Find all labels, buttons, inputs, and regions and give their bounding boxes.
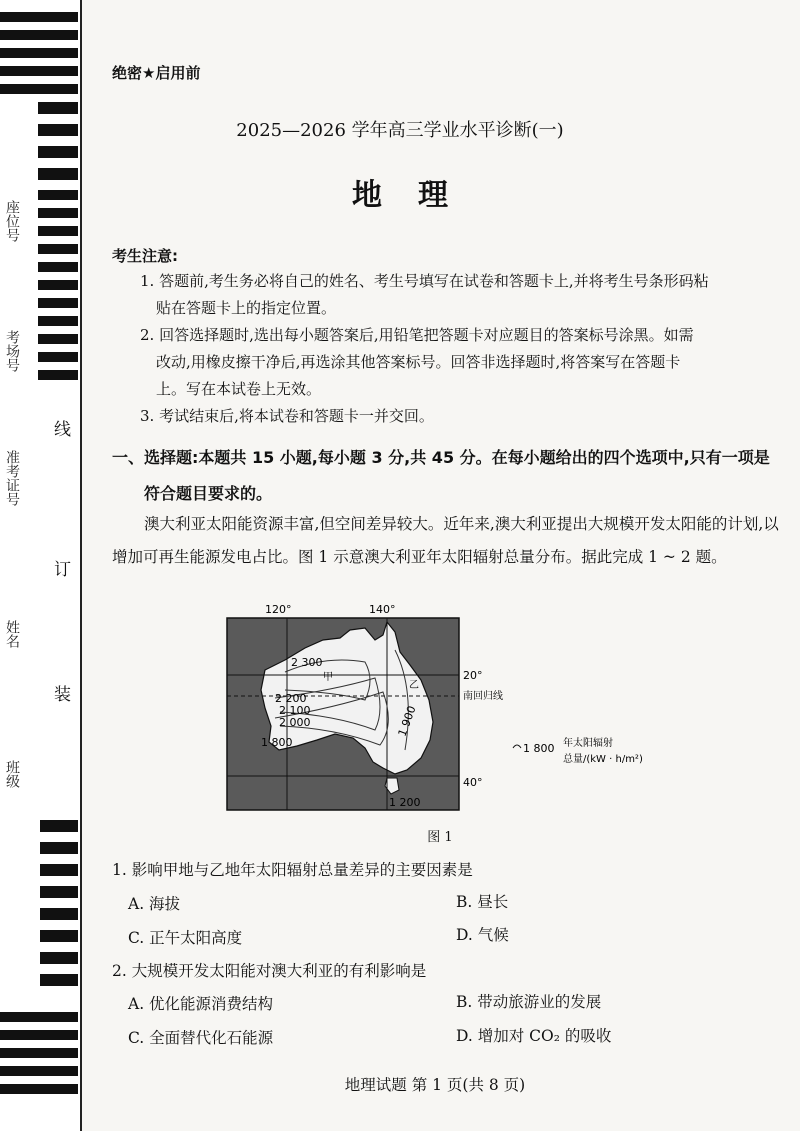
margin-stripe xyxy=(38,226,78,236)
margin-stripe xyxy=(40,864,78,876)
isoline-label: 2 100 xyxy=(279,704,311,717)
field-class: 班级 xyxy=(4,760,20,788)
notice-title: 考生注意: xyxy=(112,247,178,265)
margin-stripe xyxy=(38,262,78,272)
lon-label: 120° xyxy=(265,603,292,616)
notice-line: 贴在答题卡上的指定位置。 xyxy=(156,299,337,317)
margin-stripe xyxy=(0,30,78,40)
isoline-label: 2 200 xyxy=(275,692,307,705)
margin-stripe xyxy=(38,316,78,326)
margin-stripe xyxy=(0,84,78,94)
margin-stripe xyxy=(0,12,78,22)
figure-1-map xyxy=(225,600,665,830)
binding-mark-bind: 订 xyxy=(54,560,71,580)
notice-line: 3. 考试结束后,将本试卷和答题卡一并交回。 xyxy=(140,407,434,425)
question-1-option-a[interactable]: A. 海拔 xyxy=(128,895,181,913)
lon-label: 140° xyxy=(369,603,396,616)
notice-item xyxy=(140,322,780,403)
margin-stripe xyxy=(40,952,78,964)
exam-title: 2025—2026 学年高三学业水平诊断(一) xyxy=(236,120,564,141)
margin-stripe xyxy=(0,48,78,58)
notice-line: 2. 回答选择题时,选出每小题答案后,用铅笔把答题卡对应题目的答案标号涂黑。如需 xyxy=(140,326,694,344)
question-2-option-b[interactable]: B. 带动旅游业的发展 xyxy=(456,993,602,1011)
map-svg xyxy=(225,600,665,830)
field-seat-number: 座位号 xyxy=(4,200,20,242)
margin-stripe xyxy=(38,244,78,254)
lat-label: 40° xyxy=(463,776,483,789)
field-exam-id: 准考证号 xyxy=(4,450,20,506)
place-label-jia: 甲 xyxy=(323,672,333,683)
margin-stripe xyxy=(38,102,78,114)
question-2-option-c[interactable]: C. 全面替代化石能源 xyxy=(128,1029,274,1047)
margin-stripe xyxy=(38,334,78,344)
question-1-stem: 1. 影响甲地与乙地年太阳辐射总量差异的主要因素是 xyxy=(112,861,473,879)
section-heading-line: 符合题目要求的。 xyxy=(144,484,273,503)
notice-item xyxy=(140,268,780,322)
margin-stripe xyxy=(0,66,78,76)
margin-stripe xyxy=(40,930,78,942)
isoline-label: 1 900 xyxy=(395,704,419,739)
section-heading xyxy=(112,440,782,512)
notice-line: 上。写在本试卷上无效。 xyxy=(156,380,322,398)
isoline-label: 2 300 xyxy=(291,656,323,669)
margin-stripe xyxy=(0,1048,78,1058)
legend-text: 年太阳辐射 xyxy=(563,738,613,749)
margin-stripe xyxy=(0,1030,78,1040)
margin-stripe xyxy=(38,146,78,158)
figure-caption: 图 1 xyxy=(427,830,453,845)
material-paragraph: 澳大利亚太阳能资源丰富,但空间差异较大。近年来,澳大利亚提出大规模开发太阳能的计划,以增加可再生能源发电占比。图 1 示意澳大利亚年太阳辐射总量分布。据此完成 1 ~ 2 题。 xyxy=(112,515,779,566)
binding-mark-line: 线 xyxy=(54,420,71,440)
margin-stripe xyxy=(0,1012,78,1022)
lat-label: 20° xyxy=(463,669,483,682)
question-2-stem: 2. 大规模开发太阳能对澳大利亚的有利影响是 xyxy=(112,962,427,980)
isoline-label: 1 800 xyxy=(261,736,293,749)
legend-isoline-symbol xyxy=(513,745,521,748)
isoline-label: 2 000 xyxy=(279,716,311,729)
margin-stripe xyxy=(38,298,78,308)
legend-value: 1 800 xyxy=(523,742,555,755)
field-name: 姓名 xyxy=(4,620,20,648)
subject-title: 地理 xyxy=(352,178,484,213)
margin-stripe xyxy=(38,280,78,290)
notice-item xyxy=(140,403,780,430)
question-1-option-c[interactable]: C. 正午太阳高度 xyxy=(128,929,243,947)
margin-stripe xyxy=(38,352,78,362)
confidential-label: 绝密★启用前 xyxy=(112,64,201,82)
isoline-label: 1 200 xyxy=(389,796,421,809)
question-1-option-d[interactable]: D. 气候 xyxy=(456,926,509,944)
binding-mark-fold: 装 xyxy=(54,685,71,705)
margin-stripe xyxy=(40,974,78,986)
notice-line: 改动,用橡皮擦干净后,再选涂其他答案标号。回答非选择题时,将答案写在答题卡 xyxy=(156,353,681,371)
notice-line: 1. 答题前,考生务必将自己的姓名、考生号填写在试卷和答题卡上,并将考生号条形码粘 xyxy=(140,272,709,290)
margin-stripe xyxy=(38,370,78,380)
field-room-number: 考场号 xyxy=(4,330,20,372)
margin-stripe xyxy=(40,886,78,898)
page-footer: 地理试题 第 1 页(共 8 页) xyxy=(344,1076,526,1094)
question-2-option-a[interactable]: A. 优化能源消费结构 xyxy=(128,995,274,1013)
tropic-label: 南回归线 xyxy=(463,691,503,702)
margin-stripe xyxy=(40,908,78,920)
question-2-option-d[interactable]: D. 增加对 CO₂ 的吸收 xyxy=(456,1027,612,1045)
place-label-yi: 乙 xyxy=(409,680,419,691)
section-heading-line: 一、选择题:本题共 15 小题,每小题 3 分,共 45 分。在每小题给出的四个选项中,只有一项是 xyxy=(112,448,770,467)
question-1-option-b[interactable]: B. 昼长 xyxy=(456,893,509,911)
legend-text: 总量/(kW · h/m²) xyxy=(563,754,643,765)
